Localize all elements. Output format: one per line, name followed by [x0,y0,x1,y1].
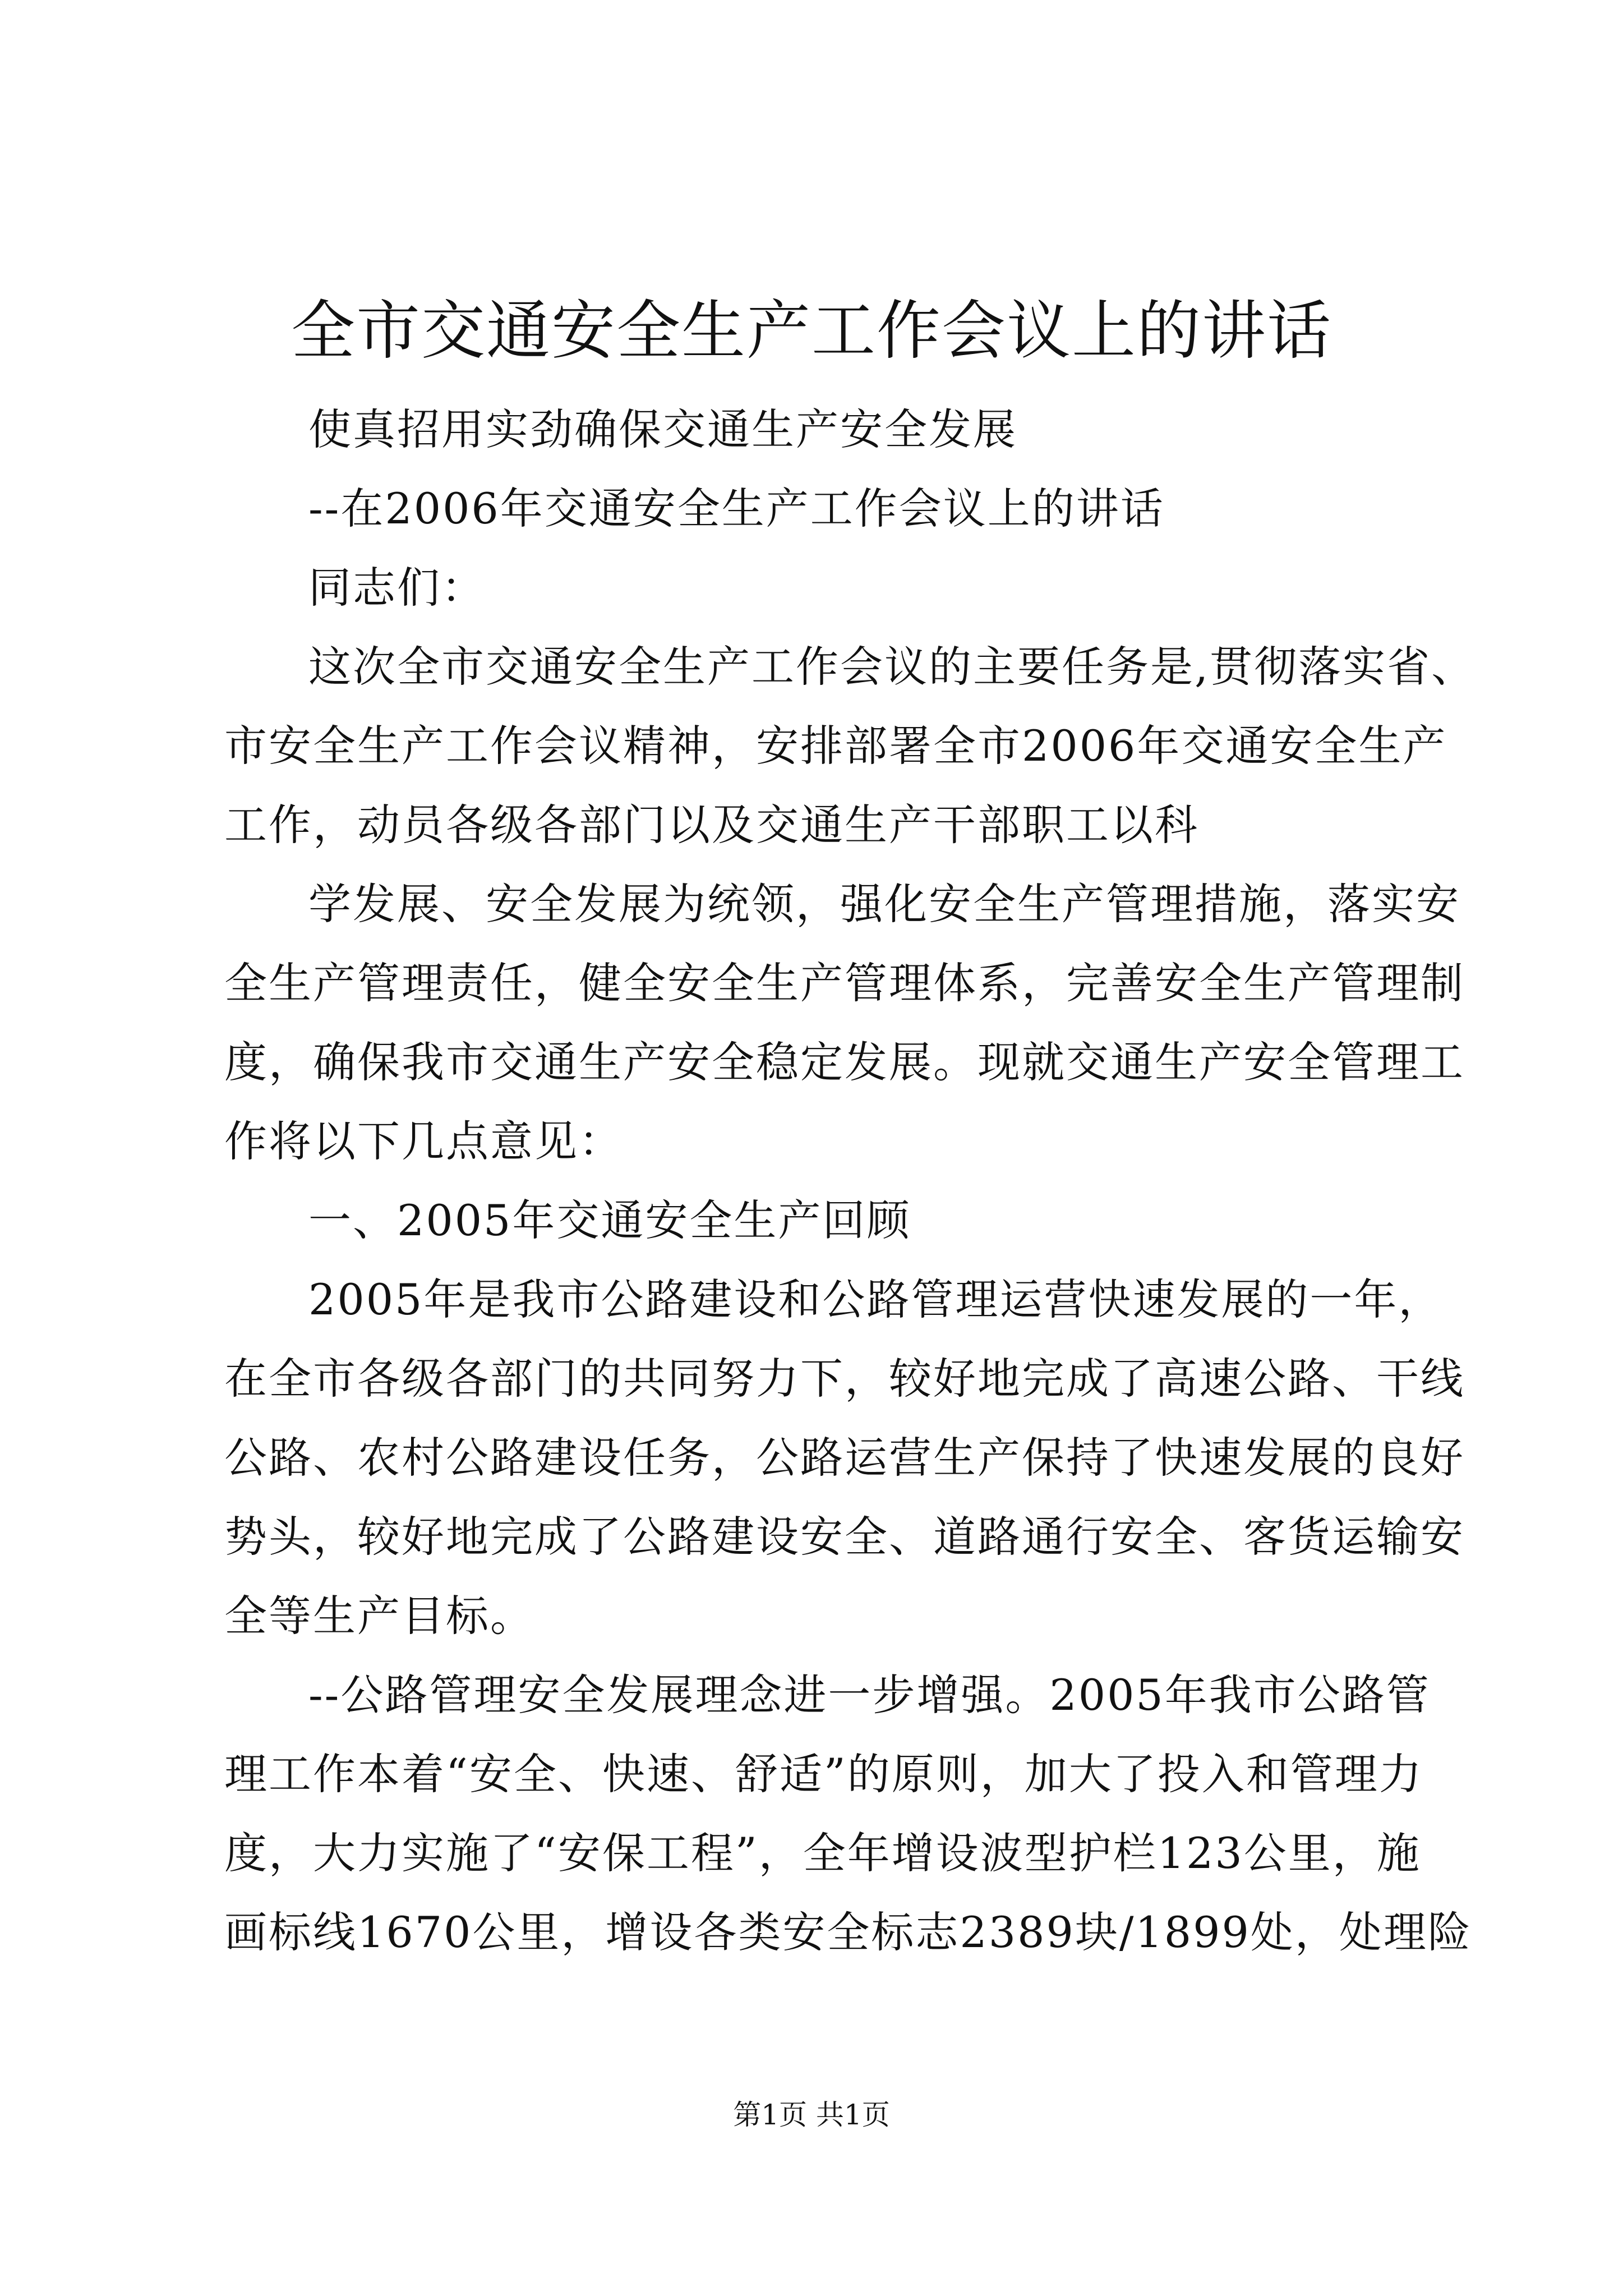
paragraph-line: --公路管理安全发展理念进一步增强。2005年我市公路管 [308,1670,1431,1720]
paragraph-line: 这次全市交通安全生产工作会议的主要任务是,贯彻落实省、 [308,642,1476,692]
page-footer: 第1页 共1页 [733,2099,890,2131]
document-body [224,390,1476,1972]
paragraph-line: 全生产管理责任，健全安全生产管理体系，完善安全生产管理制 [224,958,1465,1008]
paragraph-line: 全等生产目标。 [224,1591,534,1641]
paragraph-line: 工作，动员各级各部门以及交通生产干部职工以科 [224,800,1199,850]
paragraph-line: 市安全生产工作会议精神，安排部署全市2006年交通安全生产 [224,721,1447,771]
paragraph-line: 理工作本着“安全、快速、舒适”的原则，加大了投入和管理力 [224,1749,1423,1799]
section-heading: 一、2005年交通安全生产回顾 [308,1195,911,1245]
salutation: 同志们： [308,563,486,613]
paragraph-line: 学发展、安全发展为统领，强化安全生产管理措施，落实安 [308,879,1460,929]
speech-subtitle: 使真招用实劲确保交通生产安全发展 [308,404,1017,454]
paragraph-line: 画标线1670公里，增设各类安全标志2389块/1899处，处理险 [224,1907,1472,1957]
paragraph-line: 在全市各级各部门的共同努力下，较好地完成了高速公路、干线 [224,1354,1465,1404]
paragraph-line: 度，确保我市交通生产安全稳定发展。现就交通生产安全管理工 [224,1037,1465,1087]
paragraph-line: 作将以下几点意见： [224,1116,623,1166]
paragraph-line: 势头，较好地完成了公路建设安全、道路通行安全、客货运输安 [224,1512,1465,1562]
paragraph-line: 度，大力实施了“安保工程”，全年增设波型护栏123公里，施 [224,1828,1421,1878]
paragraph-line: 公路、农村公路建设任务，公路运营生产保持了快速发展的良好 [224,1433,1465,1483]
paragraph-line: 2005年是我市公路建设和公路管理运营快速发展的一年， [308,1274,1443,1324]
document-title: 全市交通安全生产工作会议上的讲话 [291,293,1332,368]
speech-occasion: --在2006年交通安全生产工作会议上的讲话 [308,484,1165,533]
